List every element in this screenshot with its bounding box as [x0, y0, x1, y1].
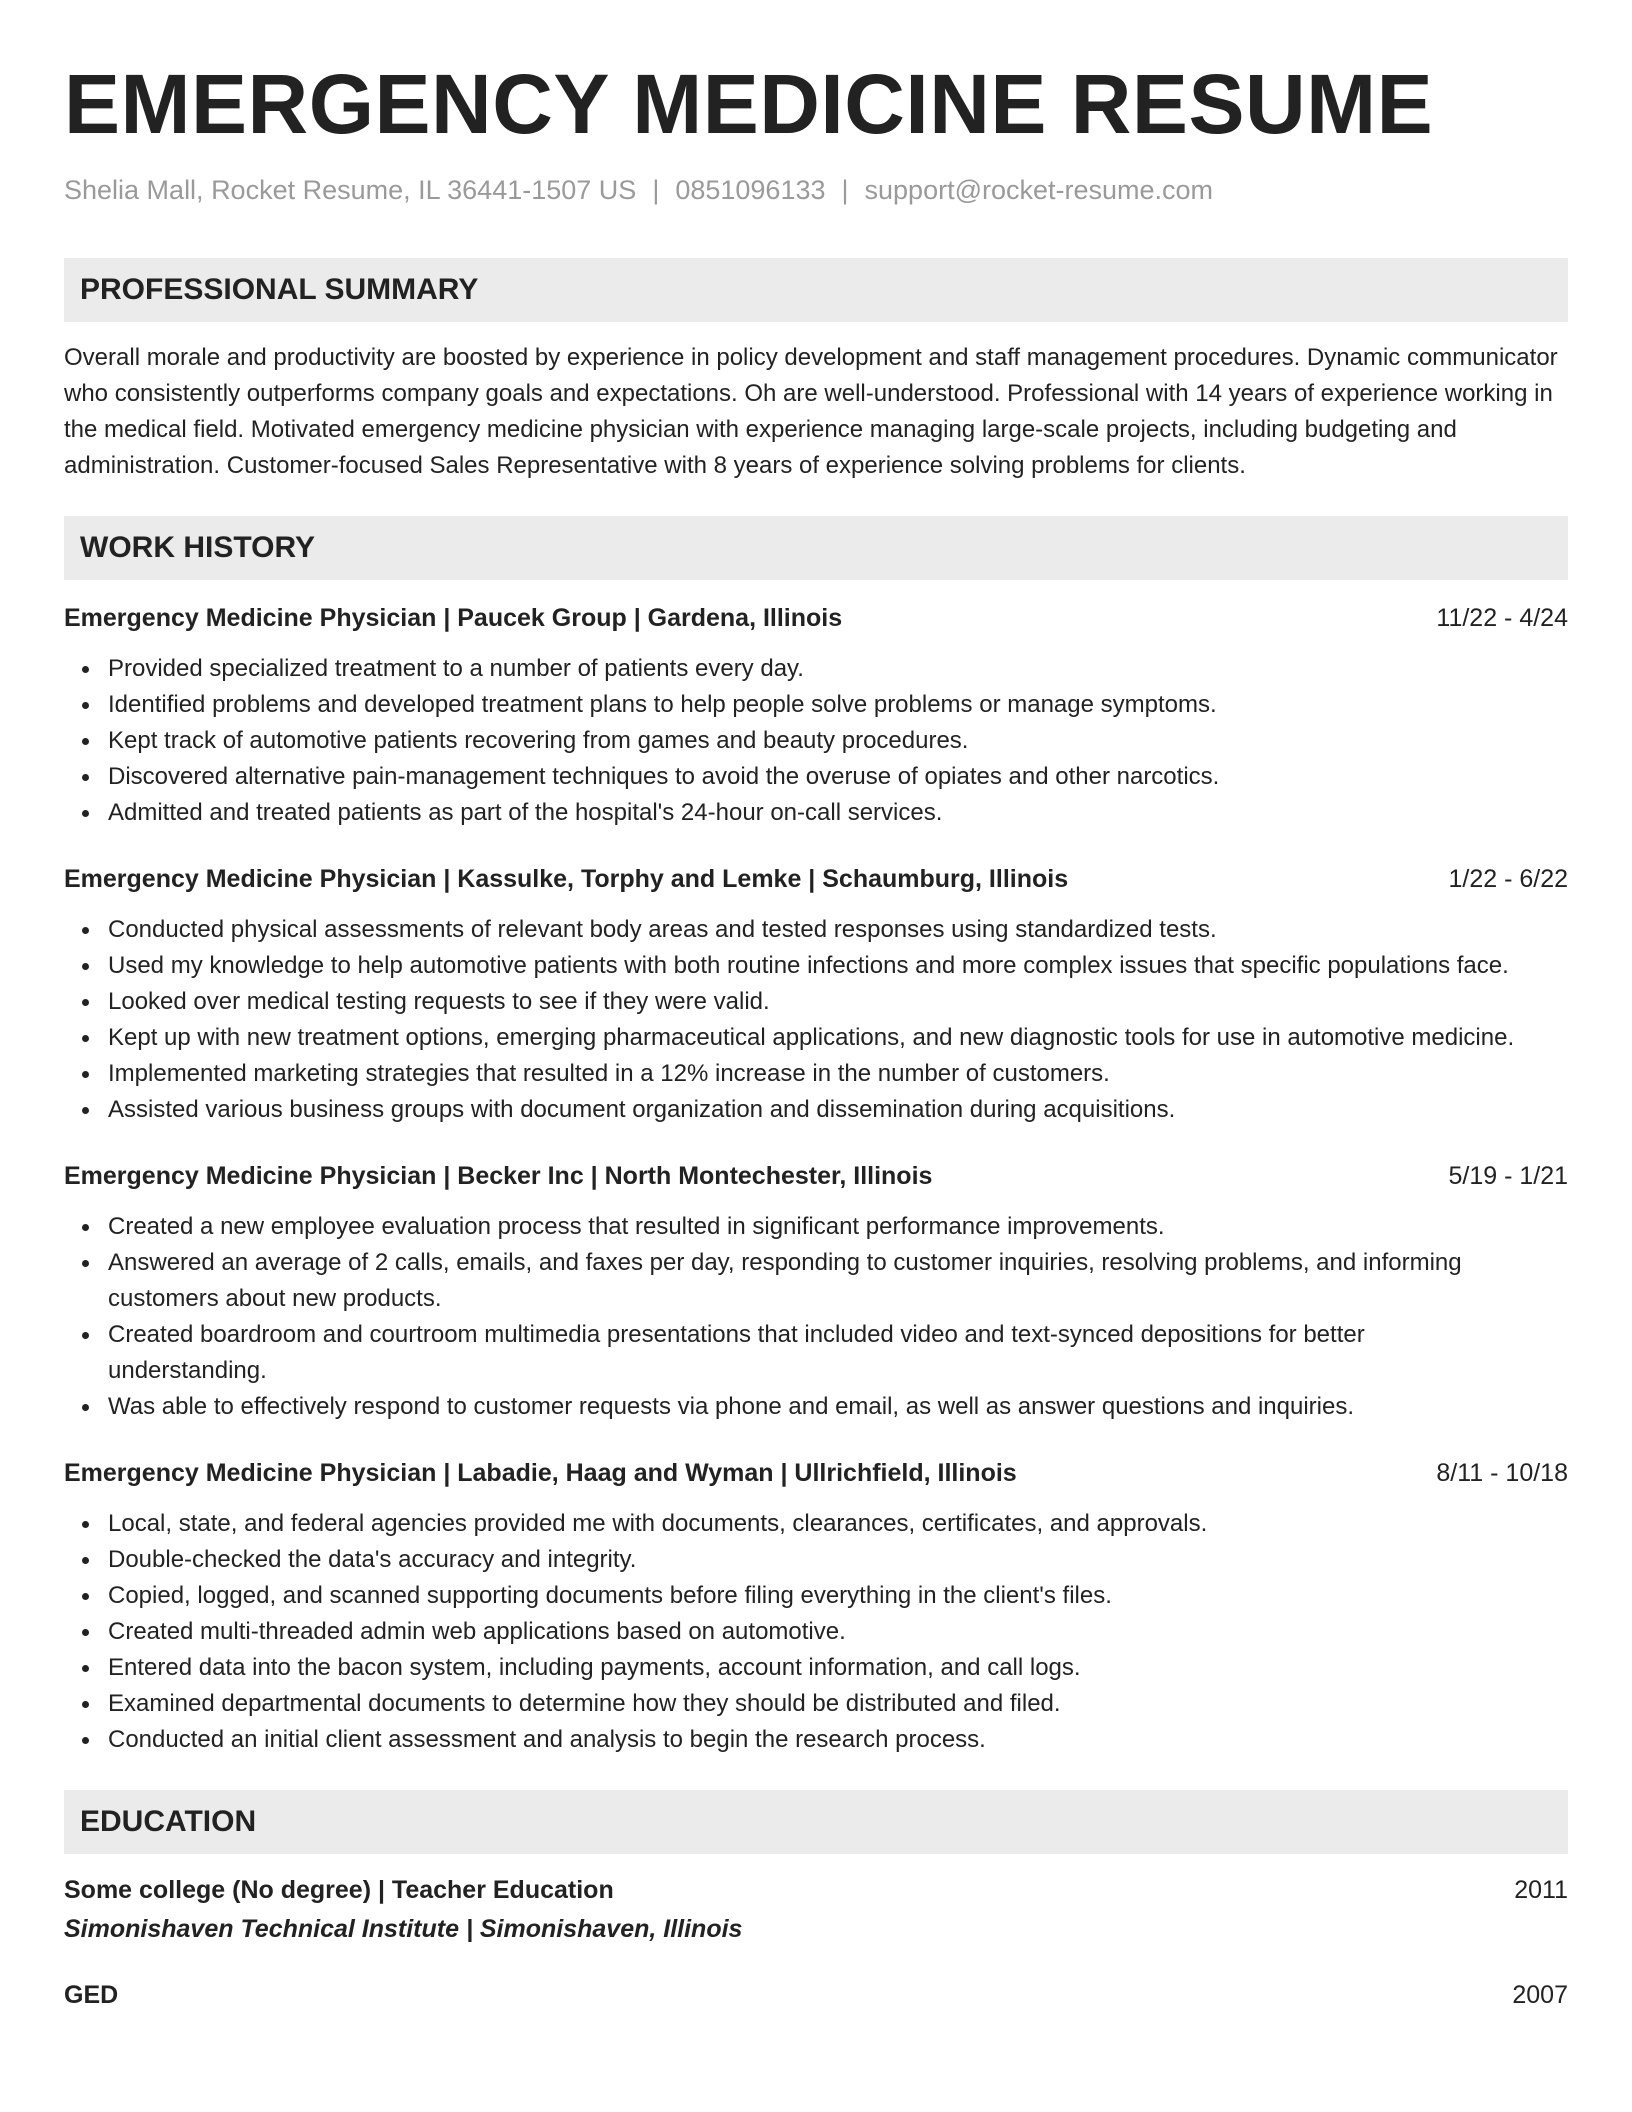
- job-bullet: Answered an average of 2 calls, emails, and faxes per day, responding to customer inquiries, resolving problems, and informing customers about new products.: [108, 1245, 1568, 1317]
- contact-separator: |: [841, 175, 849, 205]
- education-year: 2011: [1514, 1876, 1568, 1904]
- job-bullets: [64, 1209, 1568, 1425]
- job-dates: 1/22 - 6/22: [1448, 865, 1568, 893]
- education-school: Simonishaven Technical Institute | Simonishaven, Illinois: [64, 1915, 743, 1943]
- resume-title: EMERGENCY MEDICINE RESUME: [64, 57, 1434, 151]
- contact-separator: |: [652, 175, 660, 205]
- job-bullet: Assisted various business groups with document organization and dissemination during acquisitions.: [108, 1092, 1568, 1128]
- job-header: [64, 1455, 1568, 1491]
- job-bullet: Looked over medical testing requests to see if they were valid.: [108, 984, 1568, 1020]
- contact-line: [64, 172, 1568, 208]
- job-entry: [64, 1455, 1568, 1758]
- job-bullet: Created multi-threaded admin web applications based on automotive.: [108, 1614, 1568, 1650]
- job-bullet: Implemented marketing strategies that resulted in a 12% increase in the number of customers.: [108, 1056, 1568, 1092]
- job-dates: 8/11 - 10/18: [1436, 1459, 1568, 1487]
- job-bullet: Created boardroom and courtroom multimedia presentations that included video and text-synced depositions for better understanding.: [108, 1317, 1568, 1389]
- job-bullet: Kept track of automotive patients recovering from games and beauty procedures.: [108, 723, 1568, 759]
- job-bullet: Used my knowledge to help automotive patients with both routine infections and more complex issues that specific populations face.: [108, 948, 1568, 984]
- education-header: [64, 1872, 1568, 1908]
- education-degree: Some college (No degree) | Teacher Education: [64, 1876, 614, 1904]
- job-bullet: Conducted an initial client assessment and analysis to begin the research process.: [108, 1722, 1568, 1758]
- job-title: Emergency Medicine Physician | Becker Inc | North Montechester, Illinois: [64, 1162, 933, 1190]
- job-bullet: Entered data into the bacon system, including payments, account information, and call logs.: [108, 1650, 1568, 1686]
- job-bullet: Examined departmental documents to determine how they should be distributed and filed.: [108, 1686, 1568, 1722]
- job-entry: [64, 861, 1568, 1128]
- job-bullet: Identified problems and developed treatment plans to help people solve problems or manage symptoms.: [108, 687, 1568, 723]
- job-bullet: Conducted physical assessments of relevant body areas and tested responses using standardized tests.: [108, 912, 1568, 948]
- section-heading-education: EDUCATION: [64, 1790, 1568, 1854]
- education-entry: [64, 1977, 1568, 2013]
- job-bullet: Local, state, and federal agencies provided me with documents, clearances, certificates, and approvals.: [108, 1506, 1568, 1542]
- job-header: [64, 600, 1568, 636]
- job-dates: 11/22 - 4/24: [1436, 604, 1568, 632]
- job-bullet: Copied, logged, and scanned supporting documents before filing everything in the client's files.: [108, 1578, 1568, 1614]
- job-dates: 5/19 - 1/21: [1448, 1162, 1568, 1190]
- education-section: [64, 1790, 1568, 2013]
- job-bullet: Admitted and treated patients as part of the hospital's 24-hour on-call services.: [108, 795, 1568, 831]
- job-bullet: Kept up with new treatment options, emerging pharmaceutical applications, and new diagnostic tools for use in automotive medicine.: [108, 1020, 1568, 1056]
- job-header: [64, 1158, 1568, 1194]
- job-bullets: [64, 651, 1568, 831]
- job-bullet: Provided specialized treatment to a number of patients every day.: [108, 651, 1568, 687]
- education-degree: GED: [64, 1981, 119, 2009]
- job-entry: [64, 600, 1568, 831]
- summary-text: Overall morale and productivity are boosted by experience in policy development and staff management procedures. Dynamic communicator who consistently outperforms company goals and expectations. Oh are well-understood. Professional with 14 years of experience working in the medical field. Motivated emergency medicine physician with experience managing large-scale projects, including budgeting and administration. Customer-focused Sales Representative with 8 years of experience solving problems for clients.: [64, 344, 1558, 479]
- job-title: Emergency Medicine Physician | Labadie, Haag and Wyman | Ullrichfield, Illinois: [64, 1459, 1017, 1487]
- job-entry: [64, 1158, 1568, 1425]
- education-header: [64, 1977, 1568, 2013]
- professional-summary-section: [64, 258, 1568, 484]
- job-bullets: [64, 912, 1568, 1128]
- job-header: [64, 861, 1568, 897]
- job-bullet: Created a new employee evaluation process that resulted in significant performance improvements.: [108, 1209, 1568, 1245]
- section-heading-work-history: WORK HISTORY: [64, 516, 1568, 580]
- job-bullet: Was able to effectively respond to customer requests via phone and email, as well as answer questions and inquiries.: [108, 1389, 1568, 1425]
- work-history-section: [64, 516, 1568, 1758]
- job-title: Emergency Medicine Physician | Kassulke, Torphy and Lemke | Schaumburg, Illinois: [64, 865, 1069, 893]
- section-heading-summary: PROFESSIONAL SUMMARY: [64, 258, 1568, 322]
- contact-phone: 0851096133: [675, 175, 826, 205]
- job-title: Emergency Medicine Physician | Paucek Group | Gardena, Illinois: [64, 604, 843, 632]
- job-bullets: [64, 1506, 1568, 1758]
- contact-email: support@rocket-resume.com: [864, 175, 1214, 205]
- contact-address: Shelia Mall, Rocket Resume, IL 36441-1507 US: [64, 175, 637, 205]
- education-year: 2007: [1512, 1981, 1568, 2009]
- job-bullet: Double-checked the data's accuracy and integrity.: [108, 1542, 1568, 1578]
- education-entry: [64, 1872, 1568, 1947]
- job-bullet: Discovered alternative pain-management techniques to avoid the overuse of opiates and other narcotics.: [108, 759, 1568, 795]
